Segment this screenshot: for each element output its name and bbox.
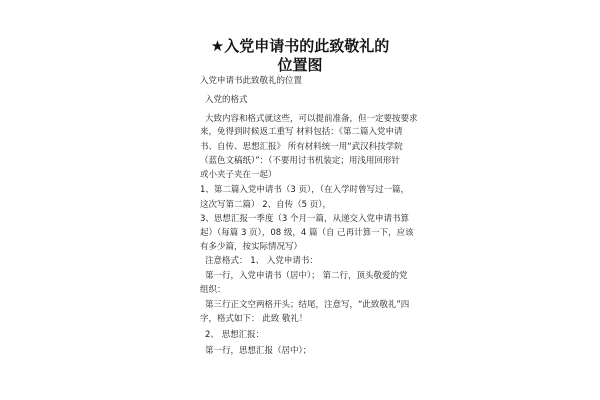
paragraph-line: 3、思想汇报一季度（3 个月一篇，从递交入党申请书算 (200, 214, 410, 224)
paragraph-line: 1、第二篇入党申请书（3 页），（在入学时曾写过一篇， (200, 185, 410, 195)
paragraph-line: 第一行，入党申请书（居中）； 第二行，顶头敬爱的党 (205, 271, 408, 281)
paragraph-line: 组织： (200, 285, 226, 295)
paragraph-line: 入党申请书此致敬礼的位置 (200, 76, 303, 86)
document-title: ★入党申请书的此致敬礼的 (210, 37, 390, 55)
paragraph-line: 书、自传、思想汇报》 所有材料统一用“武汉科技学院 (200, 142, 403, 152)
paragraph-line: 起）（每篇 3 页），08 级，4 篇（自 己再计算一下，应该 (200, 228, 414, 238)
paragraph-line: 字，格式如下： 此致 敬礼！ (200, 314, 308, 324)
paragraph-line: 2、 思想汇报： (205, 330, 265, 340)
document-title-line2: 位置图 (277, 56, 323, 74)
paragraph-line: 来，免得到时候返工重写 材料包括：《第二篇入党申请 (200, 127, 403, 137)
paragraph-line: 或小夹子夹在一起） (200, 170, 277, 180)
paragraph-line: 第一行，思想汇报（居中）； (205, 346, 312, 356)
paragraph-line: 大致内容和格式就这些，可以提前准备，但一定要按要求 (205, 114, 418, 124)
paragraph-line: 这次写第二篇） 2、自传（5 页）， (200, 200, 331, 210)
paragraph-line: 注意格式： 1、 入党申请书： (205, 256, 318, 266)
paragraph-line: （蓝色文稿纸）”：（不要用讨书机装定；用浅用回形针 (200, 156, 400, 166)
paragraph-line: 有多少篇，按实际情况写） (200, 242, 303, 252)
paragraph-line: 第三行正文空两格开头；结尾，注意写，“此致敬礼”四 (205, 300, 410, 310)
section-heading: 入党的格式 (205, 95, 248, 105)
